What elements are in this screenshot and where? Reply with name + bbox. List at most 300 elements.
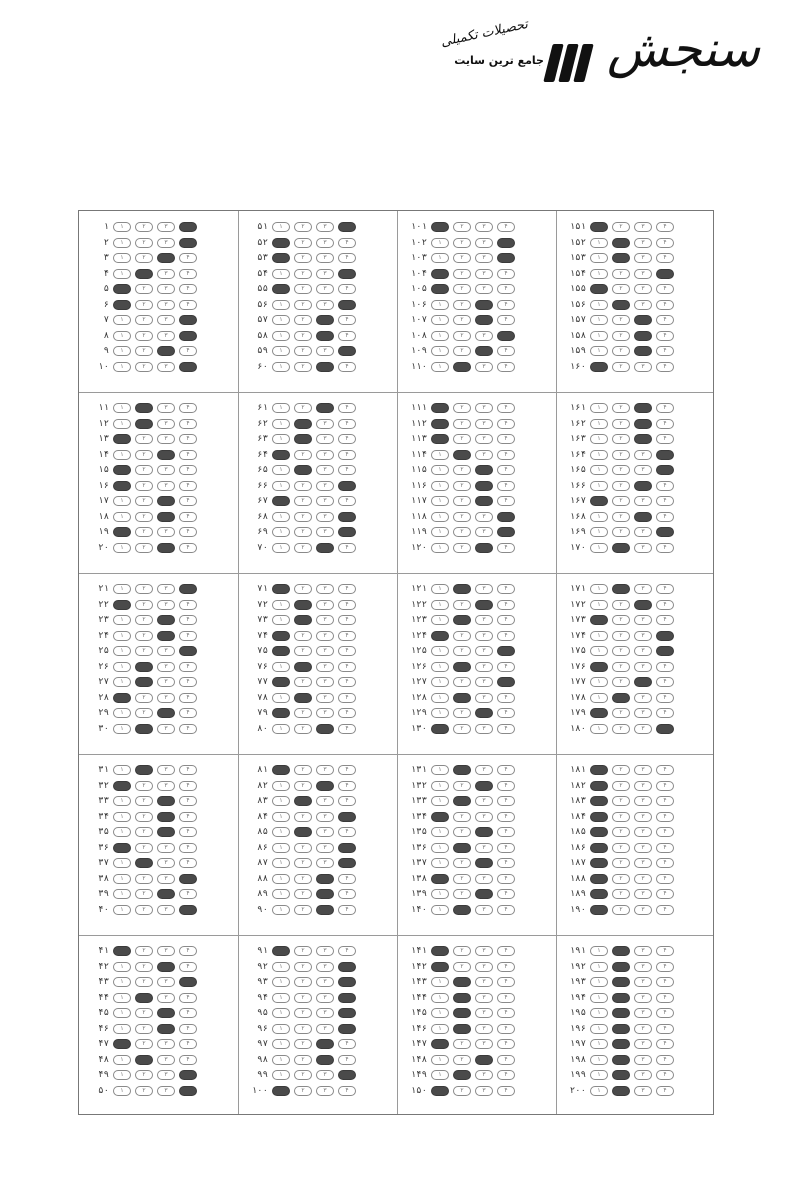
answer-bubble[interactable]: ۲ (294, 238, 312, 248)
answer-bubble[interactable]: ۲ (453, 315, 471, 325)
answer-bubble[interactable]: ۱ (272, 962, 290, 972)
answer-bubble[interactable]: ۱ (590, 631, 608, 641)
answer-bubble[interactable] (135, 419, 153, 429)
answer-bubble[interactable]: ۲ (135, 1008, 153, 1018)
answer-bubble[interactable] (453, 362, 471, 372)
answer-bubble[interactable]: ۴ (656, 905, 674, 915)
answer-bubble[interactable]: ۱ (113, 646, 131, 656)
answer-bubble[interactable]: ۱ (113, 253, 131, 263)
answer-bubble[interactable] (497, 677, 515, 687)
answer-bubble[interactable]: ۴ (338, 693, 356, 703)
answer-bubble[interactable]: ۴ (179, 693, 197, 703)
answer-bubble[interactable]: ۳ (316, 284, 334, 294)
answer-bubble[interactable]: ۲ (294, 724, 312, 734)
answer-bubble[interactable] (590, 874, 608, 884)
answer-bubble[interactable] (338, 300, 356, 310)
answer-bubble[interactable]: ۴ (497, 419, 515, 429)
answer-bubble[interactable] (113, 1039, 131, 1049)
answer-bubble[interactable]: ۱ (272, 662, 290, 672)
answer-bubble[interactable]: ۱ (431, 512, 449, 522)
answer-bubble[interactable]: ۱ (272, 1055, 290, 1065)
answer-bubble[interactable]: ۱ (272, 419, 290, 429)
answer-bubble[interactable]: ۴ (179, 858, 197, 868)
answer-bubble[interactable]: ۳ (157, 527, 175, 537)
answer-bubble[interactable]: ۱ (113, 238, 131, 248)
answer-bubble[interactable]: ۲ (135, 331, 153, 341)
answer-bubble[interactable]: ۴ (179, 724, 197, 734)
answer-bubble[interactable]: ۳ (475, 677, 493, 687)
answer-bubble[interactable] (316, 1055, 334, 1065)
answer-bubble[interactable]: ۲ (453, 708, 471, 718)
answer-bubble[interactable] (157, 543, 175, 553)
answer-bubble[interactable] (431, 1039, 449, 1049)
answer-bubble[interactable] (272, 284, 290, 294)
answer-bubble[interactable] (272, 646, 290, 656)
answer-bubble[interactable]: ۳ (316, 662, 334, 672)
answer-bubble[interactable]: ۳ (316, 450, 334, 460)
answer-bubble[interactable]: ۲ (294, 631, 312, 641)
answer-bubble[interactable]: ۲ (294, 677, 312, 687)
answer-bubble[interactable]: ۲ (612, 512, 630, 522)
answer-bubble[interactable]: ۱ (431, 465, 449, 475)
answer-bubble[interactable]: ۲ (612, 796, 630, 806)
answer-bubble[interactable]: ۱ (431, 796, 449, 806)
answer-bubble[interactable]: ۱ (113, 403, 131, 413)
answer-bubble[interactable]: ۴ (179, 512, 197, 522)
answer-bubble[interactable] (453, 1008, 471, 1018)
answer-bubble[interactable]: ۳ (316, 812, 334, 822)
answer-bubble[interactable]: ۱ (590, 465, 608, 475)
answer-bubble[interactable]: ۳ (157, 874, 175, 884)
answer-bubble[interactable]: ۱ (590, 253, 608, 263)
answer-bubble[interactable]: ۱ (272, 724, 290, 734)
answer-bubble[interactable]: ۲ (612, 631, 630, 641)
answer-bubble[interactable]: ۱ (272, 512, 290, 522)
answer-bubble[interactable] (294, 693, 312, 703)
answer-bubble[interactable]: ۴ (179, 812, 197, 822)
answer-bubble[interactable]: ۲ (294, 512, 312, 522)
answer-bubble[interactable]: ۳ (316, 346, 334, 356)
answer-bubble[interactable]: ۲ (453, 331, 471, 341)
answer-bubble[interactable] (590, 362, 608, 372)
answer-bubble[interactable]: ۳ (634, 450, 652, 460)
answer-bubble[interactable]: ۲ (453, 527, 471, 537)
answer-bubble[interactable]: ۳ (634, 362, 652, 372)
answer-bubble[interactable]: ۳ (634, 724, 652, 734)
answer-bubble[interactable]: ۱ (431, 765, 449, 775)
answer-bubble[interactable] (453, 450, 471, 460)
answer-bubble[interactable]: ۲ (612, 450, 630, 460)
answer-bubble[interactable]: ۲ (453, 874, 471, 884)
answer-bubble[interactable]: ۴ (338, 238, 356, 248)
answer-bubble[interactable] (453, 977, 471, 987)
answer-bubble[interactable]: ۲ (453, 434, 471, 444)
answer-bubble[interactable]: ۳ (316, 434, 334, 444)
answer-bubble[interactable] (590, 222, 608, 232)
answer-bubble[interactable]: ۲ (612, 269, 630, 279)
answer-bubble[interactable] (475, 300, 493, 310)
answer-bubble[interactable]: ۱ (431, 1008, 449, 1018)
answer-bubble[interactable] (179, 874, 197, 884)
answer-bubble[interactable]: ۲ (135, 1024, 153, 1034)
answer-bubble[interactable]: ۴ (656, 481, 674, 491)
answer-bubble[interactable] (316, 315, 334, 325)
answer-bubble[interactable]: ۲ (453, 1055, 471, 1065)
answer-bubble[interactable]: ۳ (316, 631, 334, 641)
answer-bubble[interactable]: ۲ (135, 543, 153, 553)
answer-bubble[interactable]: ۳ (316, 993, 334, 1003)
answer-bubble[interactable] (338, 481, 356, 491)
answer-bubble[interactable]: ۴ (656, 346, 674, 356)
answer-bubble[interactable]: ۴ (497, 600, 515, 610)
answer-bubble[interactable]: ۲ (135, 615, 153, 625)
answer-bubble[interactable]: ۴ (497, 434, 515, 444)
answer-bubble[interactable]: ۳ (634, 646, 652, 656)
answer-bubble[interactable] (497, 512, 515, 522)
answer-bubble[interactable]: ۳ (634, 796, 652, 806)
answer-bubble[interactable] (431, 222, 449, 232)
answer-bubble[interactable] (453, 584, 471, 594)
answer-bubble[interactable] (157, 827, 175, 837)
answer-bubble[interactable]: ۱ (113, 584, 131, 594)
answer-bubble[interactable] (453, 796, 471, 806)
answer-bubble[interactable]: ۴ (338, 615, 356, 625)
answer-bubble[interactable] (612, 300, 630, 310)
answer-bubble[interactable] (453, 843, 471, 853)
answer-bubble[interactable] (634, 481, 652, 491)
answer-bubble[interactable]: ۳ (634, 284, 652, 294)
answer-bubble[interactable]: ۴ (338, 496, 356, 506)
answer-bubble[interactable] (113, 693, 131, 703)
answer-bubble[interactable]: ۳ (316, 693, 334, 703)
answer-bubble[interactable]: ۳ (475, 977, 493, 987)
answer-bubble[interactable]: ۴ (179, 677, 197, 687)
answer-bubble[interactable] (135, 858, 153, 868)
answer-bubble[interactable]: ۴ (497, 693, 515, 703)
answer-bubble[interactable]: ۳ (157, 1039, 175, 1049)
answer-bubble[interactable]: ۴ (338, 708, 356, 718)
answer-bubble[interactable]: ۴ (497, 1039, 515, 1049)
answer-bubble[interactable]: ۴ (179, 781, 197, 791)
answer-bubble[interactable]: ۳ (157, 946, 175, 956)
answer-bubble[interactable] (453, 993, 471, 1003)
answer-bubble[interactable] (294, 827, 312, 837)
answer-bubble[interactable]: ۳ (634, 543, 652, 553)
answer-bubble[interactable]: ۱ (113, 889, 131, 899)
answer-bubble[interactable]: ۲ (612, 284, 630, 294)
answer-bubble[interactable]: ۳ (475, 962, 493, 972)
answer-bubble[interactable] (338, 858, 356, 868)
answer-bubble[interactable]: ۲ (612, 527, 630, 537)
answer-bubble[interactable]: ۲ (294, 905, 312, 915)
answer-bubble[interactable] (135, 765, 153, 775)
answer-bubble[interactable]: ۱ (272, 781, 290, 791)
answer-bubble[interactable]: ۱ (272, 1008, 290, 1018)
answer-bubble[interactable] (272, 765, 290, 775)
answer-bubble[interactable]: ۴ (338, 905, 356, 915)
answer-bubble[interactable]: ۳ (475, 269, 493, 279)
answer-bubble[interactable]: ۴ (497, 403, 515, 413)
answer-bubble[interactable] (179, 905, 197, 915)
answer-bubble[interactable]: ۲ (294, 1086, 312, 1096)
answer-bubble[interactable]: ۴ (338, 889, 356, 899)
answer-bubble[interactable]: ۴ (338, 946, 356, 956)
answer-bubble[interactable]: ۳ (475, 434, 493, 444)
answer-bubble[interactable]: ۳ (157, 331, 175, 341)
answer-bubble[interactable]: ۲ (294, 708, 312, 718)
answer-bubble[interactable]: ۱ (590, 331, 608, 341)
answer-bubble[interactable] (590, 765, 608, 775)
answer-bubble[interactable]: ۲ (135, 646, 153, 656)
answer-bubble[interactable]: ۱ (431, 253, 449, 263)
answer-bubble[interactable]: ۱ (113, 1070, 131, 1080)
answer-bubble[interactable]: ۲ (453, 512, 471, 522)
answer-bubble[interactable]: ۲ (612, 781, 630, 791)
answer-bubble[interactable]: ۳ (157, 1070, 175, 1080)
answer-bubble[interactable]: ۴ (656, 874, 674, 884)
answer-bubble[interactable]: ۱ (272, 403, 290, 413)
answer-bubble[interactable]: ۱ (590, 238, 608, 248)
answer-bubble[interactable] (634, 600, 652, 610)
answer-bubble[interactable]: ۲ (294, 962, 312, 972)
answer-bubble[interactable]: ۳ (634, 465, 652, 475)
answer-bubble[interactable]: ۲ (294, 646, 312, 656)
answer-bubble[interactable]: ۳ (634, 765, 652, 775)
answer-bubble[interactable]: ۳ (634, 300, 652, 310)
answer-bubble[interactable]: ۴ (338, 1039, 356, 1049)
answer-bubble[interactable] (431, 419, 449, 429)
answer-bubble[interactable] (272, 946, 290, 956)
answer-bubble[interactable]: ۲ (612, 362, 630, 372)
answer-bubble[interactable]: ۱ (431, 331, 449, 341)
answer-bubble[interactable]: ۴ (656, 708, 674, 718)
answer-bubble[interactable]: ۳ (634, 693, 652, 703)
answer-bubble[interactable]: ۳ (316, 222, 334, 232)
answer-bubble[interactable]: ۳ (157, 238, 175, 248)
answer-bubble[interactable]: ۳ (475, 812, 493, 822)
answer-bubble[interactable]: ۲ (453, 827, 471, 837)
answer-bubble[interactable]: ۴ (656, 543, 674, 553)
answer-bubble[interactable]: ۱ (431, 646, 449, 656)
answer-bubble[interactable]: ۳ (634, 781, 652, 791)
answer-bubble[interactable]: ۲ (612, 496, 630, 506)
answer-bubble[interactable] (338, 1024, 356, 1034)
answer-bubble[interactable]: ۳ (475, 993, 493, 1003)
answer-bubble[interactable]: ۴ (497, 796, 515, 806)
answer-bubble[interactable]: ۲ (135, 300, 153, 310)
answer-bubble[interactable]: ۲ (612, 662, 630, 672)
answer-bubble[interactable]: ۱ (113, 346, 131, 356)
answer-bubble[interactable]: ۱ (431, 300, 449, 310)
answer-bubble[interactable]: ۳ (157, 269, 175, 279)
answer-bubble[interactable]: ۲ (135, 905, 153, 915)
answer-bubble[interactable]: ۳ (316, 858, 334, 868)
answer-bubble[interactable] (497, 331, 515, 341)
answer-bubble[interactable]: ۱ (272, 977, 290, 987)
answer-bubble[interactable]: ۴ (179, 962, 197, 972)
answer-bubble[interactable] (431, 434, 449, 444)
answer-bubble[interactable]: ۳ (475, 631, 493, 641)
answer-bubble[interactable]: ۴ (656, 496, 674, 506)
answer-bubble[interactable]: ۴ (179, 284, 197, 294)
answer-bubble[interactable]: ۴ (656, 843, 674, 853)
answer-bubble[interactable]: ۲ (294, 977, 312, 987)
answer-bubble[interactable]: ۱ (113, 677, 131, 687)
answer-bubble[interactable]: ۱ (590, 315, 608, 325)
answer-bubble[interactable]: ۲ (294, 543, 312, 553)
answer-bubble[interactable]: ۲ (135, 584, 153, 594)
answer-bubble[interactable]: ۲ (453, 403, 471, 413)
answer-bubble[interactable]: ۴ (338, 450, 356, 460)
answer-bubble[interactable]: ۳ (475, 874, 493, 884)
answer-bubble[interactable]: ۳ (316, 1086, 334, 1096)
answer-bubble[interactable] (590, 812, 608, 822)
answer-bubble[interactable]: ۲ (135, 796, 153, 806)
answer-bubble[interactable]: ۴ (656, 889, 674, 899)
answer-bubble[interactable]: ۳ (634, 1055, 652, 1065)
answer-bubble[interactable]: ۴ (656, 812, 674, 822)
answer-bubble[interactable]: ۱ (113, 993, 131, 1003)
answer-bubble[interactable]: ۴ (497, 269, 515, 279)
answer-bubble[interactable]: ۴ (656, 765, 674, 775)
answer-bubble[interactable] (316, 889, 334, 899)
answer-bubble[interactable]: ۳ (475, 796, 493, 806)
answer-bubble[interactable] (113, 434, 131, 444)
answer-bubble[interactable]: ۱ (431, 1024, 449, 1034)
answer-bubble[interactable]: ۴ (179, 465, 197, 475)
answer-bubble[interactable]: ۲ (294, 1008, 312, 1018)
answer-bubble[interactable]: ۲ (453, 496, 471, 506)
answer-bubble[interactable]: ۳ (634, 496, 652, 506)
answer-bubble[interactable]: ۲ (612, 481, 630, 491)
answer-bubble[interactable]: ۳ (475, 1039, 493, 1049)
answer-bubble[interactable] (590, 781, 608, 791)
answer-bubble[interactable]: ۴ (656, 977, 674, 987)
answer-bubble[interactable]: ۳ (157, 315, 175, 325)
answer-bubble[interactable]: ۲ (612, 708, 630, 718)
answer-bubble[interactable]: ۱ (431, 843, 449, 853)
answer-bubble[interactable]: ۴ (497, 765, 515, 775)
answer-bubble[interactable]: ۱ (431, 481, 449, 491)
answer-bubble[interactable]: ۴ (179, 527, 197, 537)
answer-bubble[interactable]: ۲ (453, 631, 471, 641)
answer-bubble[interactable]: ۱ (113, 362, 131, 372)
answer-bubble[interactable]: ۳ (475, 222, 493, 232)
answer-bubble[interactable]: ۴ (656, 1070, 674, 1080)
answer-bubble[interactable]: ۱ (113, 315, 131, 325)
answer-bubble[interactable] (634, 512, 652, 522)
answer-bubble[interactable]: ۴ (656, 600, 674, 610)
answer-bubble[interactable]: ۴ (179, 253, 197, 263)
answer-bubble[interactable] (294, 796, 312, 806)
answer-bubble[interactable]: ۳ (475, 584, 493, 594)
answer-bubble[interactable]: ۴ (179, 450, 197, 460)
answer-bubble[interactable] (453, 1024, 471, 1034)
answer-bubble[interactable] (475, 543, 493, 553)
answer-bubble[interactable] (157, 1008, 175, 1018)
answer-bubble[interactable]: ۱ (590, 403, 608, 413)
answer-bubble[interactable]: ۱ (590, 269, 608, 279)
answer-bubble[interactable]: ۳ (475, 253, 493, 263)
answer-bubble[interactable] (475, 827, 493, 837)
answer-bubble[interactable]: ۲ (135, 450, 153, 460)
answer-bubble[interactable]: ۴ (338, 600, 356, 610)
answer-bubble[interactable]: ۱ (590, 946, 608, 956)
answer-bubble[interactable]: ۲ (612, 331, 630, 341)
answer-bubble[interactable]: ۳ (316, 977, 334, 987)
answer-bubble[interactable]: ۴ (656, 1039, 674, 1049)
answer-bubble[interactable]: ۱ (590, 600, 608, 610)
answer-bubble[interactable]: ۱ (590, 646, 608, 656)
answer-bubble[interactable]: ۳ (475, 362, 493, 372)
answer-bubble[interactable]: ۳ (316, 600, 334, 610)
answer-bubble[interactable] (135, 677, 153, 687)
answer-bubble[interactable] (157, 615, 175, 625)
answer-bubble[interactable]: ۲ (294, 496, 312, 506)
answer-bubble[interactable] (475, 481, 493, 491)
answer-bubble[interactable]: ۲ (135, 812, 153, 822)
answer-bubble[interactable]: ۴ (179, 403, 197, 413)
answer-bubble[interactable]: ۱ (431, 315, 449, 325)
answer-bubble[interactable]: ۱ (431, 858, 449, 868)
answer-bubble[interactable] (656, 465, 674, 475)
answer-bubble[interactable]: ۴ (497, 827, 515, 837)
answer-bubble[interactable]: ۳ (634, 222, 652, 232)
answer-bubble[interactable]: ۴ (497, 450, 515, 460)
answer-bubble[interactable]: ۱ (113, 874, 131, 884)
answer-bubble[interactable]: ۱ (431, 781, 449, 791)
answer-bubble[interactable] (272, 496, 290, 506)
answer-bubble[interactable]: ۲ (135, 631, 153, 641)
answer-bubble[interactable]: ۱ (113, 419, 131, 429)
answer-bubble[interactable] (475, 496, 493, 506)
answer-bubble[interactable]: ۱ (431, 543, 449, 553)
answer-bubble[interactable]: ۲ (453, 677, 471, 687)
answer-bubble[interactable] (294, 615, 312, 625)
answer-bubble[interactable]: ۴ (338, 1055, 356, 1065)
answer-bubble[interactable] (590, 827, 608, 837)
answer-bubble[interactable]: ۳ (316, 827, 334, 837)
answer-bubble[interactable]: ۲ (135, 465, 153, 475)
answer-bubble[interactable]: ۱ (272, 331, 290, 341)
answer-bubble[interactable]: ۴ (497, 1055, 515, 1065)
answer-bubble[interactable]: ۳ (634, 977, 652, 987)
answer-bubble[interactable]: ۱ (590, 1070, 608, 1080)
answer-bubble[interactable]: ۴ (497, 889, 515, 899)
answer-bubble[interactable]: ۴ (497, 300, 515, 310)
answer-bubble[interactable]: ۱ (113, 977, 131, 987)
answer-bubble[interactable]: ۲ (294, 346, 312, 356)
answer-bubble[interactable]: ۴ (179, 615, 197, 625)
answer-bubble[interactable]: ۴ (497, 1008, 515, 1018)
answer-bubble[interactable] (656, 631, 674, 641)
answer-bubble[interactable]: ۲ (135, 512, 153, 522)
answer-bubble[interactable]: ۱ (113, 1086, 131, 1096)
answer-bubble[interactable] (272, 631, 290, 641)
answer-bubble[interactable]: ۱ (113, 496, 131, 506)
answer-bubble[interactable]: ۲ (135, 977, 153, 987)
answer-bubble[interactable]: ۴ (338, 584, 356, 594)
answer-bubble[interactable]: ۱ (431, 496, 449, 506)
answer-bubble[interactable]: ۱ (272, 527, 290, 537)
answer-bubble[interactable] (294, 465, 312, 475)
answer-bubble[interactable]: ۴ (497, 962, 515, 972)
answer-bubble[interactable]: ۴ (497, 858, 515, 868)
answer-bubble[interactable]: ۴ (179, 300, 197, 310)
answer-bubble[interactable]: ۳ (634, 615, 652, 625)
answer-bubble[interactable] (272, 450, 290, 460)
answer-bubble[interactable] (135, 662, 153, 672)
